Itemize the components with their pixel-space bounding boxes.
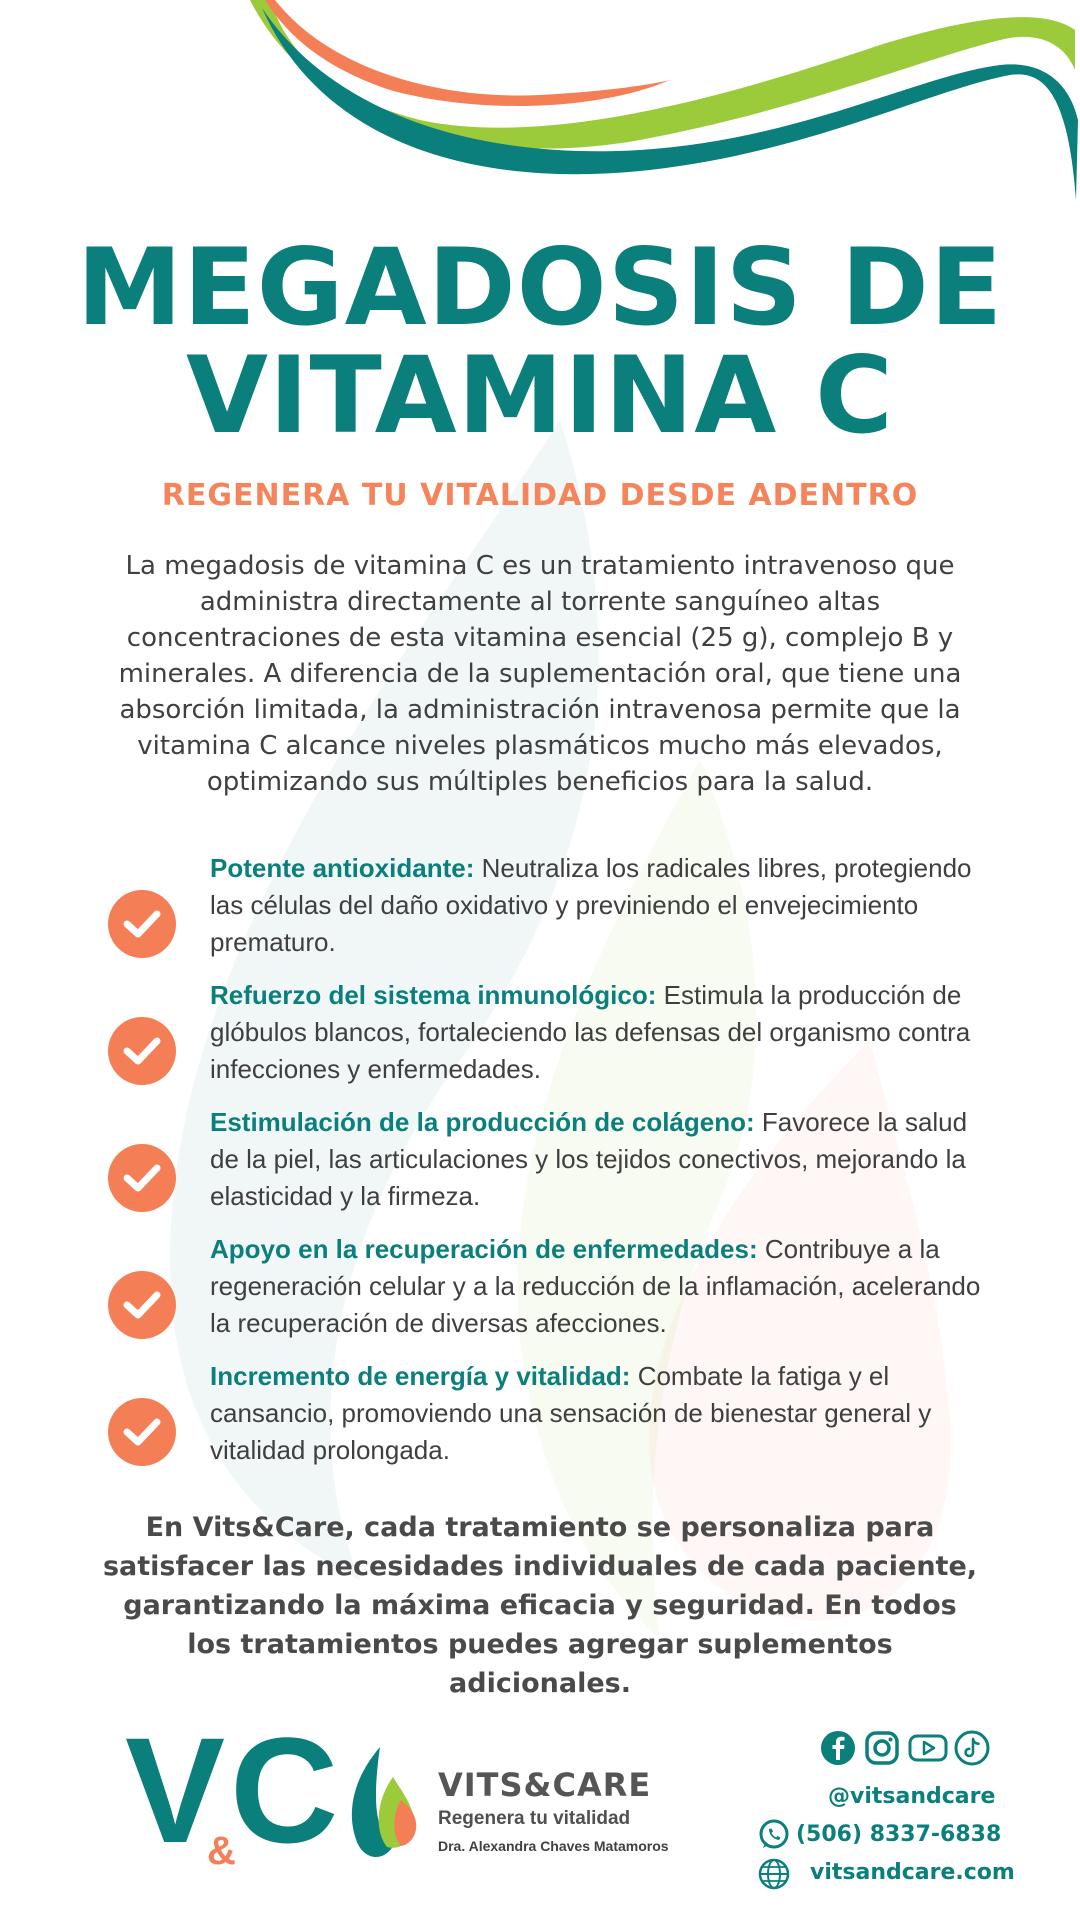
benefit-title: Refuerzo del sistema inmunológico: — [210, 980, 657, 1010]
benefit-item — [0, 977, 1080, 1097]
check-icon — [108, 1144, 176, 1212]
benefit-description: Combate la fatiga y el cansancio, promoviendo una sensación de bienestar general y vitalidad prolongada. — [210, 1361, 932, 1465]
benefit-item — [0, 850, 1080, 970]
benefit-title: Potente antioxidante: — [210, 853, 475, 883]
doctor-name: Dra. Alexandra Chaves Matamoros — [438, 1838, 669, 1854]
whatsapp-icon — [757, 1818, 791, 1852]
subtitle: REGENERA TU VITALIDAD DESDE ADENTRO — [161, 478, 919, 513]
svg-text:&: & — [207, 1829, 236, 1872]
benefit-description: Favorece la salud de la piel, las articulaciones y los tejidos conectivos, mejorando la elasticidad y la firmeza. — [210, 1107, 968, 1211]
benefit-text — [210, 850, 990, 961]
benefit-item — [0, 1358, 1080, 1478]
brand-name: VITS&CARE — [438, 1766, 652, 1804]
youtube-icon[interactable] — [908, 1730, 948, 1766]
benefit-item — [0, 1231, 1080, 1351]
title-line-1: MEGADOSIS DE — [76, 226, 1004, 349]
benefit-item — [0, 1104, 1080, 1224]
benefit-title: Estimulación de la producción de colágeno: — [210, 1107, 755, 1137]
check-icon — [108, 1271, 176, 1339]
check-icon — [108, 890, 176, 958]
instagram-icon[interactable] — [864, 1730, 900, 1766]
check-icon — [108, 1398, 176, 1466]
benefit-description: Estimula la producción de glóbulos blancos, fortaleciendo las defensas del organismo contra infecciones y enfermedades. — [210, 980, 971, 1084]
brand-tagline: Regenera tu vitalidad — [438, 1808, 631, 1829]
facebook-icon[interactable] — [820, 1730, 856, 1766]
benefit-description: Contribuye a la regeneración celular y a la reducción de la inflamación, acelerando la recuperación de diversas afecciones. — [210, 1234, 981, 1338]
tiktok-icon[interactable] — [954, 1730, 990, 1766]
intro-paragraph: La megadosis de vitamina C es un tratamiento intravenoso que administra directamente al torrente sanguíneo altas concentraciones de esta vitamina esencial (25 g), complejo B y minerales. A diferencia de la suplementación oral, que tiene una absorción limitada, la administración intravenosa permite que la vitamina C alcance niveles plasmáticos mucho más elevados, optimizando sus múltiples beneficios para la salud. — [118, 551, 962, 797]
social-handle[interactable]: @vitsandcare — [828, 1784, 996, 1809]
benefit-text — [210, 1358, 990, 1469]
phone-number[interactable]: (506) 8337-6838 — [796, 1822, 1002, 1847]
globe-icon — [757, 1857, 791, 1891]
benefit-text — [210, 977, 990, 1088]
header-waves — [0, 0, 1080, 220]
benefit-title: Incremento de energía y vitalidad: — [210, 1361, 631, 1391]
title-line-2: VITAMINA C — [186, 334, 894, 457]
benefit-text — [210, 1104, 990, 1215]
social-icons — [820, 1730, 990, 1772]
benefit-description: Neutraliza los radicales libres, protegiendo las células del daño oxidativo y previniendo el envejecimiento prematuro. — [210, 853, 972, 957]
benefit-text — [210, 1231, 990, 1342]
check-icon — [108, 1017, 176, 1085]
svg-text:C: C — [230, 1722, 339, 1872]
website-link[interactable]: vitsandcare.com — [810, 1860, 1015, 1885]
svg-text:V: V — [125, 1722, 208, 1872]
vc-logo — [125, 1722, 425, 1872]
closing-paragraph: En Vits&Care, cada tratamiento se personaliza para satisfacer las necesidades individuales de cada paciente, garantizando la máxima eficacia y seguridad. En todos los tratamientos puedes agregar suplementos adicionales. — [102, 1512, 978, 1699]
benefit-title: Apoyo en la recuperación de enfermedades: — [210, 1234, 758, 1264]
